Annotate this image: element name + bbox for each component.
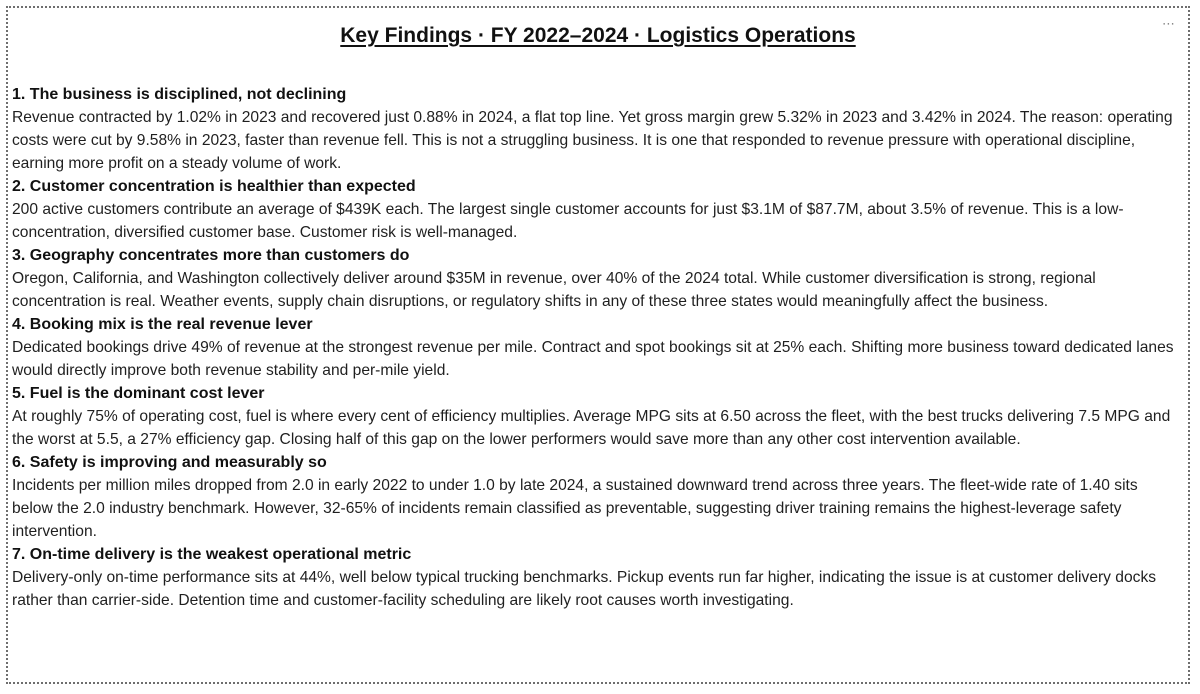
finding-item bbox=[12, 451, 1178, 543]
finding-body: Oregon, California, and Washington collectively deliver around $35M in revenue, over 40% of the 2024 total. While customer diversification is strong, regional concentration is real. Weather events, supply chain disruptions, or regulatory shifts in any of these three states would meaningfully affect the business. bbox=[12, 270, 1096, 310]
finding-heading: 1. The business is disciplined, not declining bbox=[12, 86, 347, 103]
finding-body: At roughly 75% of operating cost, fuel is where every cent of efficiency multiplies. Average MPG sits at 6.50 across the fleet, with the best trucks delivering 7.5 MPG and the worst at 5.5, a 27% efficiency gap. Closing half of this gap on the lower performers would save more than any other cost intervention available. bbox=[12, 408, 1171, 448]
more-options-icon[interactable]: ⋯ bbox=[1162, 16, 1176, 31]
finding-item bbox=[12, 175, 1178, 244]
finding-heading: 2. Customer concentration is healthier than expected bbox=[12, 178, 416, 195]
finding-item bbox=[12, 543, 1178, 612]
finding-item bbox=[12, 83, 1178, 175]
finding-item bbox=[12, 244, 1178, 313]
finding-body: Dedicated bookings drive 49% of revenue at the strongest revenue per mile. Contract and spot bookings sit at 25% each. Shifting more business toward dedicated lanes would directly improve both revenue stability and per-mile yield. bbox=[12, 339, 1174, 379]
finding-item bbox=[12, 313, 1178, 382]
finding-heading: 7. On-time delivery is the weakest operational metric bbox=[12, 546, 412, 563]
finding-item bbox=[12, 382, 1178, 451]
page-title: Key Findings · FY 2022–2024 · Logistics Operations bbox=[340, 24, 856, 47]
finding-heading: 5. Fuel is the dominant cost lever bbox=[12, 385, 265, 402]
findings-list bbox=[12, 83, 1178, 612]
finding-heading: 3. Geography concentrates more than customers do bbox=[12, 247, 410, 264]
finding-body: Incidents per million miles dropped from 2.0 in early 2022 to under 1.0 by late 2024, a sustained downward trend across three years. The fleet-wide rate of 1.40 sits below the 2.0 industry benchmark. However, 32-65% of incidents remain classified as preventable, suggesting driver training remains the highest-leverage safety intervention. bbox=[12, 477, 1138, 540]
finding-heading: 4. Booking mix is the real revenue lever bbox=[12, 316, 313, 333]
finding-heading: 6. Safety is improving and measurably so bbox=[12, 454, 327, 471]
finding-body: 200 active customers contribute an average of $439K each. The largest single customer accounts for just $3.1M of $87.7M, about 3.5% of revenue. This is a low-concentration, diversified customer base. Customer risk is well-managed. bbox=[12, 201, 1124, 241]
finding-body: Delivery-only on-time performance sits at 44%, well below typical trucking benchmarks. Pickup events run far higher, indicating the issue is at customer delivery docks rather than carrier-side. Detention time and customer-facility scheduling are likely root causes worth investigating. bbox=[12, 569, 1157, 609]
finding-body: Revenue contracted by 1.02% in 2023 and recovered just 0.88% in 2024, a flat top line. Yet gross margin grew 5.32% in 2023 and 3.42% in 2024. The reason: operating costs were cut by 9.58% in 2023, faster than revenue fell. This is not a struggling business. It is one that responded to revenue pressure with operational discipline, earning more profit on a steady volume of work. bbox=[12, 109, 1173, 172]
findings-card bbox=[6, 6, 1190, 684]
